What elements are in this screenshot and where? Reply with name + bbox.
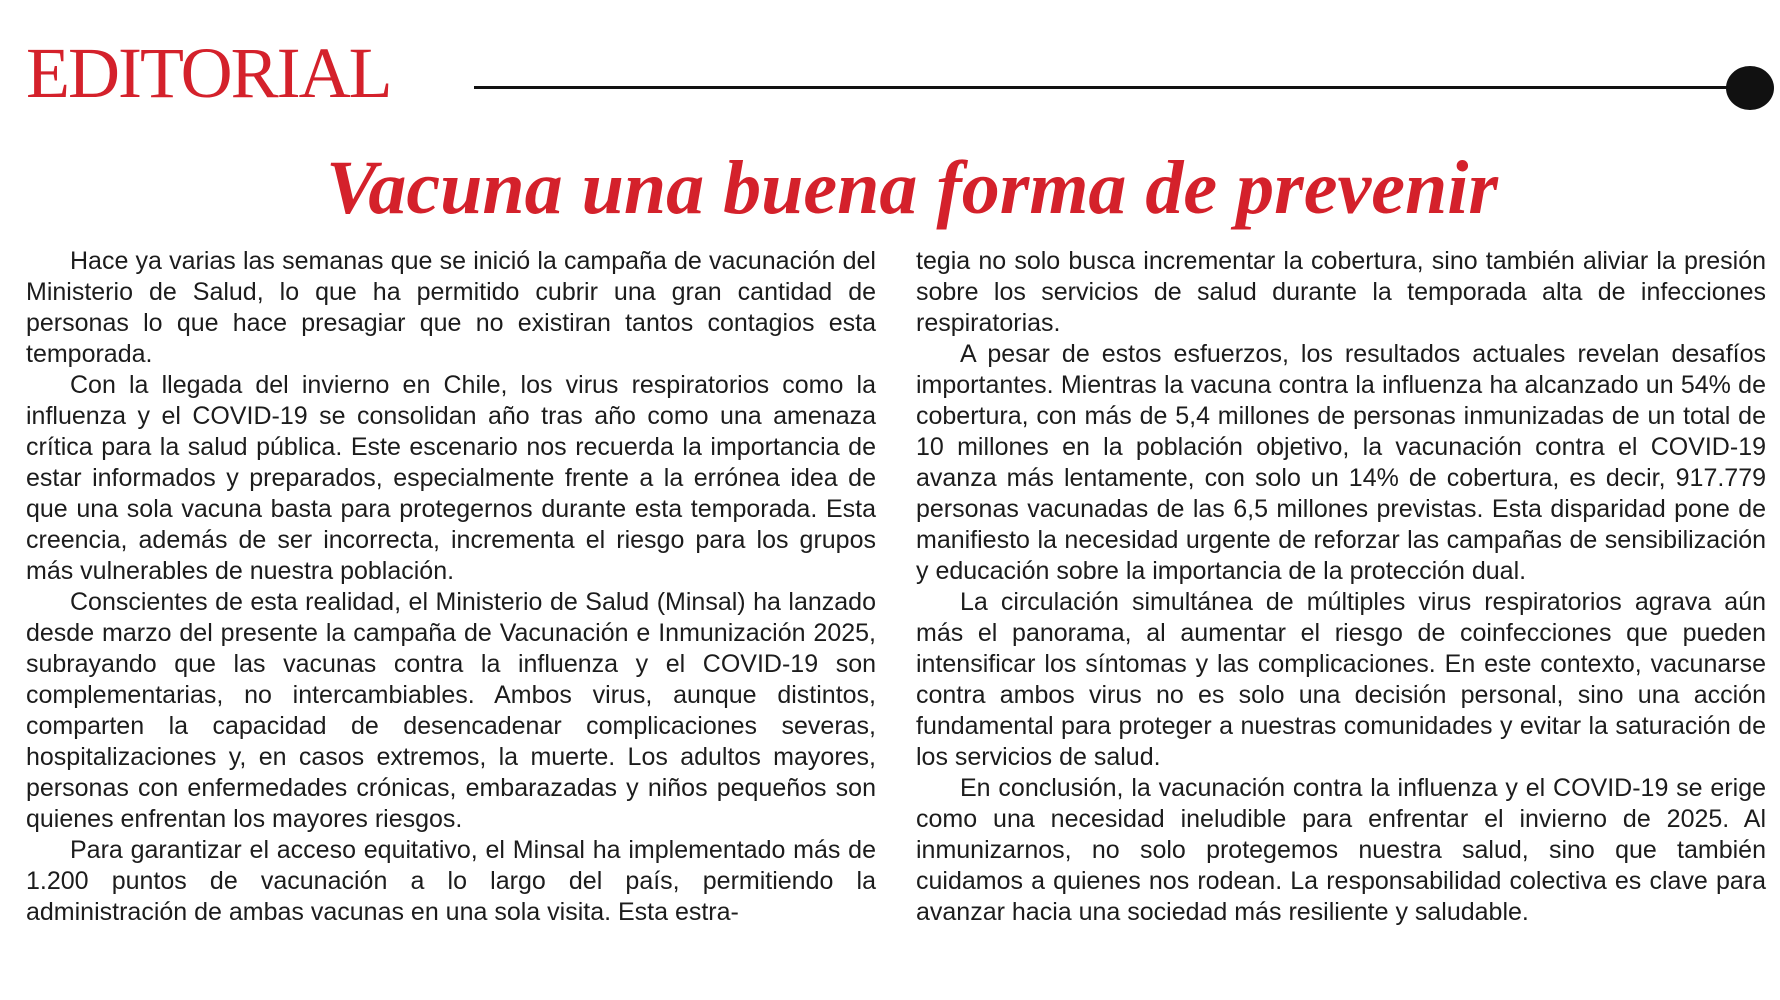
paragraph-4: Para garantizar el acceso equitativo, el Minsal ha implementado más de 1.200 puntos de vacunación a lo largo del país, permitiendo la administración de ambas vacunas en una sola visita. Esta estra-: [26, 836, 876, 926]
paragraph-7: En conclusión, la vacunación contra la influenza y el COVID-19 se erige como una necesidad ineludible para enfrentar el invierno de 2025. Al inmunizarnos, no solo protegemos nuestra salud, sino que también cuidamos a quienes nos rodean. La responsabilidad colectiva es clave para avanzar hacia una sociedad más resiliente y saludable.: [916, 774, 1766, 926]
paragraph-6: La circulación simultánea de múltiples virus respiratorios agrava aún más el panorama, al aumentar el riesgo de coinfecciones que pueden intensificar los síntomas y las complicaciones. En este contexto, vacunarse contra ambos virus no es solo una decisión personal, sino una acción fundamental para proteger a nuestras comunidades y evitar la saturación de los servicios de salud.: [916, 588, 1766, 771]
paragraph-4-continued: tegia no solo busca incrementar la cobertura, sino también aliviar la presión sobre los servicios de salud durante la temporada alta de infecciones respiratorias.: [916, 247, 1766, 337]
paragraph-2: Con la llegada del invierno en Chile, los virus respiratorios como la influenza y el COVID-19 se consolidan año tras año como una amenaza crítica para la salud pública. Este escenario nos recuerda la importancia de estar informados y preparados, especialmente frente a la errónea idea de que una sola vacuna basta para protegernos durante esta temporada. Esta creencia, además de ser incorrecta, incrementa el riesgo para los grupos más vulnerables de nuestra población.: [26, 371, 876, 585]
section-masthead: [26, 28, 1766, 118]
article-headline: Vacuna una buena forma de prevenir: [326, 146, 1498, 230]
paragraph-3: Conscientes de esta realidad, el Ministerio de Salud (Minsal) ha lanzado desde marzo del presente la campaña de Vacunación e Inmunización 2025, subrayando que las vacunas contra la influenza y el COVID-19 son complementarias, no intercambiables. Ambos virus, aunque distintos, comparten la capacidad de desencadenar complicaciones severas, hospitalizaciones y, en casos extremos, la muerte. Los adultos mayores, personas con enfermedades crónicas, embarazadas y niños pequeños son quienes enfrentan los mayores riesgos.: [26, 588, 876, 833]
right-column: [916, 246, 1766, 928]
section-rule-dot: [1726, 66, 1774, 110]
section-label: EDITORIAL: [26, 33, 391, 113]
paragraph-5: A pesar de estos esfuerzos, los resultados actuales revelan desafíos importantes. Mientras la vacuna contra la influenza ha alcanzado un 54% de cobertura, con más de 5,4 millones de personas inmunizadas de un total de 10 millones en la población objetivo, la vacunación contra el COVID-19 avanza más lentamente, con solo un 14% de cobertura, es decir, 917.779 personas vacunadas de las 6,5 millones previstas. Esta disparidad pone de manifiesto la necesidad urgente de reforzar las campañas de sensibilización y educación sobre la importancia de la protección dual.: [916, 340, 1766, 585]
paragraph-1: Hace ya varias las semanas que se inició la campaña de vacunación del Ministerio de Salud, lo que ha permitido cubrir una gran cantidad de personas lo que hace presagiar que no existiran tantos contagios esta temporada.: [26, 247, 876, 368]
left-column: [26, 246, 876, 928]
section-rule-line: [474, 86, 1739, 89]
article-body: [26, 246, 1766, 990]
